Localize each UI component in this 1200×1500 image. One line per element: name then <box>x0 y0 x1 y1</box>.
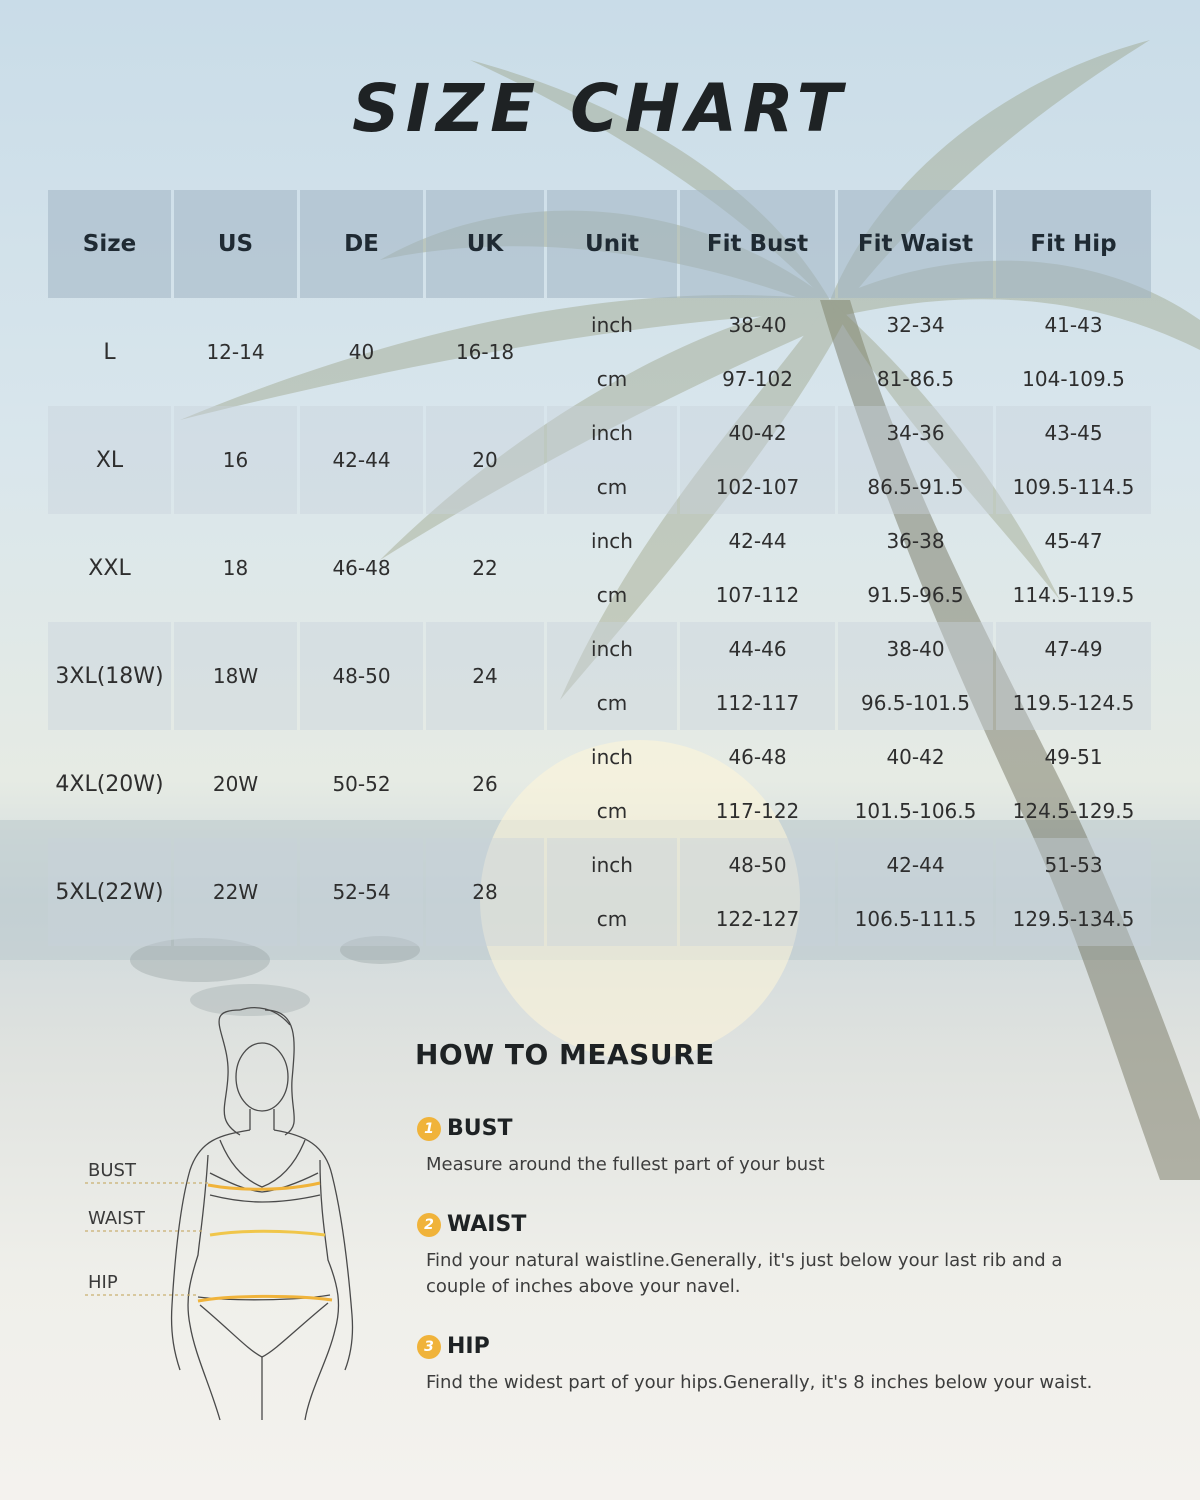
step-number-badge: 1 <box>417 1117 441 1141</box>
bust-cell: 97-102 <box>722 367 793 391</box>
hip-cell: 124.5-129.5 <box>1012 799 1135 823</box>
table-row <box>48 622 1151 676</box>
de-cell: 46-48 <box>332 556 391 580</box>
step-title: WAIST <box>447 1212 527 1237</box>
de-cell: 52-54 <box>300 838 423 946</box>
page-title: SIZE CHART <box>352 70 848 147</box>
bust-cell: 38-40 <box>728 313 787 337</box>
de-cell: 50-52 <box>332 772 391 796</box>
bust-label: BUST <box>88 1160 136 1181</box>
table-row <box>48 730 1151 784</box>
waist-cell: 32-34 <box>886 313 945 337</box>
uk-cell: 24 <box>426 622 544 730</box>
uk-cell: 26 <box>472 772 498 796</box>
header-us: US <box>174 190 297 298</box>
table-row <box>48 406 1151 460</box>
header-uk: UK <box>426 190 544 298</box>
size-cell: XXL <box>88 555 131 581</box>
waist-cell: 42-44 <box>838 838 993 892</box>
waist-cell: 81-86.5 <box>876 367 955 391</box>
us-cell: 18W <box>174 622 297 730</box>
hip-cell: 129.5-134.5 <box>996 892 1151 946</box>
hip-cell: 104-109.5 <box>1022 367 1125 391</box>
header-fit-waist: Fit Waist <box>838 190 993 298</box>
step-bust-heading <box>417 1116 512 1141</box>
header-de: DE <box>300 190 423 298</box>
body-measurement-figure <box>80 1005 380 1425</box>
us-cell: 18 <box>222 556 249 580</box>
us-cell: 20W <box>212 772 259 796</box>
size-cell: 5XL(22W) <box>48 838 171 946</box>
uk-cell: 22 <box>472 556 498 580</box>
how-to-measure-heading: HOW TO MEASURE <box>415 1038 715 1071</box>
unit-cell: cm <box>596 583 628 607</box>
waist-cell: 86.5-91.5 <box>838 460 993 514</box>
size-cell: 4XL(20W) <box>55 771 164 797</box>
bust-cell: 122-127 <box>680 892 835 946</box>
hip-cell: 114.5-119.5 <box>1012 583 1135 607</box>
table-row <box>48 514 1151 568</box>
unit-cell: cm <box>596 799 628 823</box>
uk-cell: 20 <box>426 406 544 514</box>
table-row <box>48 838 1151 892</box>
header-fit-bust: Fit Bust <box>680 190 835 298</box>
unit-cell: inch <box>591 529 633 553</box>
hip-cell: 47-49 <box>996 622 1151 676</box>
size-chart-table <box>45 190 1154 946</box>
waist-cell: 96.5-101.5 <box>838 676 993 730</box>
bust-cell: 44-46 <box>680 622 835 676</box>
step-waist-heading <box>417 1212 526 1237</box>
header-fit-hip: Fit Hip <box>996 190 1151 298</box>
unit-cell: inch <box>591 313 633 337</box>
size-cell: L <box>103 339 116 365</box>
bust-cell: 46-48 <box>728 745 787 769</box>
unit-cell: inch <box>591 745 633 769</box>
step-number-badge: 3 <box>417 1335 441 1359</box>
bust-cell: 40-42 <box>680 406 835 460</box>
hip-cell: 109.5-114.5 <box>996 460 1151 514</box>
waist-cell: 91.5-96.5 <box>867 583 964 607</box>
waist-cell: 40-42 <box>886 745 945 769</box>
size-cell: XL <box>48 406 171 514</box>
uk-cell: 28 <box>426 838 544 946</box>
de-cell: 40 <box>348 340 375 364</box>
waist-cell: 34-36 <box>838 406 993 460</box>
step-bust-text: Measure around the fullest part of your bust <box>426 1154 825 1175</box>
de-cell: 42-44 <box>300 406 423 514</box>
step-hip-heading <box>417 1334 490 1359</box>
bust-cell: 112-117 <box>680 676 835 730</box>
step-number-badge: 2 <box>417 1213 441 1237</box>
unit-cell: inch <box>547 406 677 460</box>
bust-cell: 42-44 <box>728 529 787 553</box>
step-hip-text: Find the widest part of your hips.Generally, it's 8 inches below your waist. <box>426 1372 1093 1393</box>
unit-cell: inch <box>547 622 677 676</box>
us-cell: 16 <box>174 406 297 514</box>
waist-cell: 101.5-106.5 <box>854 799 977 823</box>
unit-cell: cm <box>547 460 677 514</box>
bust-cell: 117-122 <box>715 799 800 823</box>
header-unit: Unit <box>547 190 677 298</box>
de-cell: 48-50 <box>300 622 423 730</box>
hip-cell: 119.5-124.5 <box>996 676 1151 730</box>
unit-cell: cm <box>547 676 677 730</box>
waist-cell: 106.5-111.5 <box>838 892 993 946</box>
bust-cell: 102-107 <box>680 460 835 514</box>
bust-cell: 107-112 <box>715 583 800 607</box>
waist-label: WAIST <box>88 1208 145 1229</box>
us-cell: 12-14 <box>206 340 265 364</box>
step-title: BUST <box>447 1116 513 1141</box>
table-header-row <box>48 190 1151 298</box>
unit-cell: cm <box>547 892 677 946</box>
us-cell: 22W <box>174 838 297 946</box>
waist-cell: 38-40 <box>838 622 993 676</box>
unit-cell: cm <box>596 367 628 391</box>
unit-cell: inch <box>547 838 677 892</box>
table-row <box>48 298 1151 352</box>
size-cell: 3XL(18W) <box>48 622 171 730</box>
waist-cell: 36-38 <box>886 529 945 553</box>
header-size: Size <box>48 190 171 298</box>
hip-cell: 43-45 <box>996 406 1151 460</box>
step-waist-text: Find your natural waistline.Generally, it's just below your last rib and a couple of inches above your navel. <box>426 1250 1063 1297</box>
hip-cell: 41-43 <box>1044 313 1103 337</box>
step-title: HIP <box>447 1334 490 1359</box>
hip-cell: 51-53 <box>996 838 1151 892</box>
uk-cell: 16-18 <box>455 340 515 364</box>
bust-cell: 48-50 <box>680 838 835 892</box>
hip-cell: 45-47 <box>1044 529 1103 553</box>
hip-label: HIP <box>88 1272 118 1293</box>
hip-cell: 49-51 <box>1044 745 1103 769</box>
